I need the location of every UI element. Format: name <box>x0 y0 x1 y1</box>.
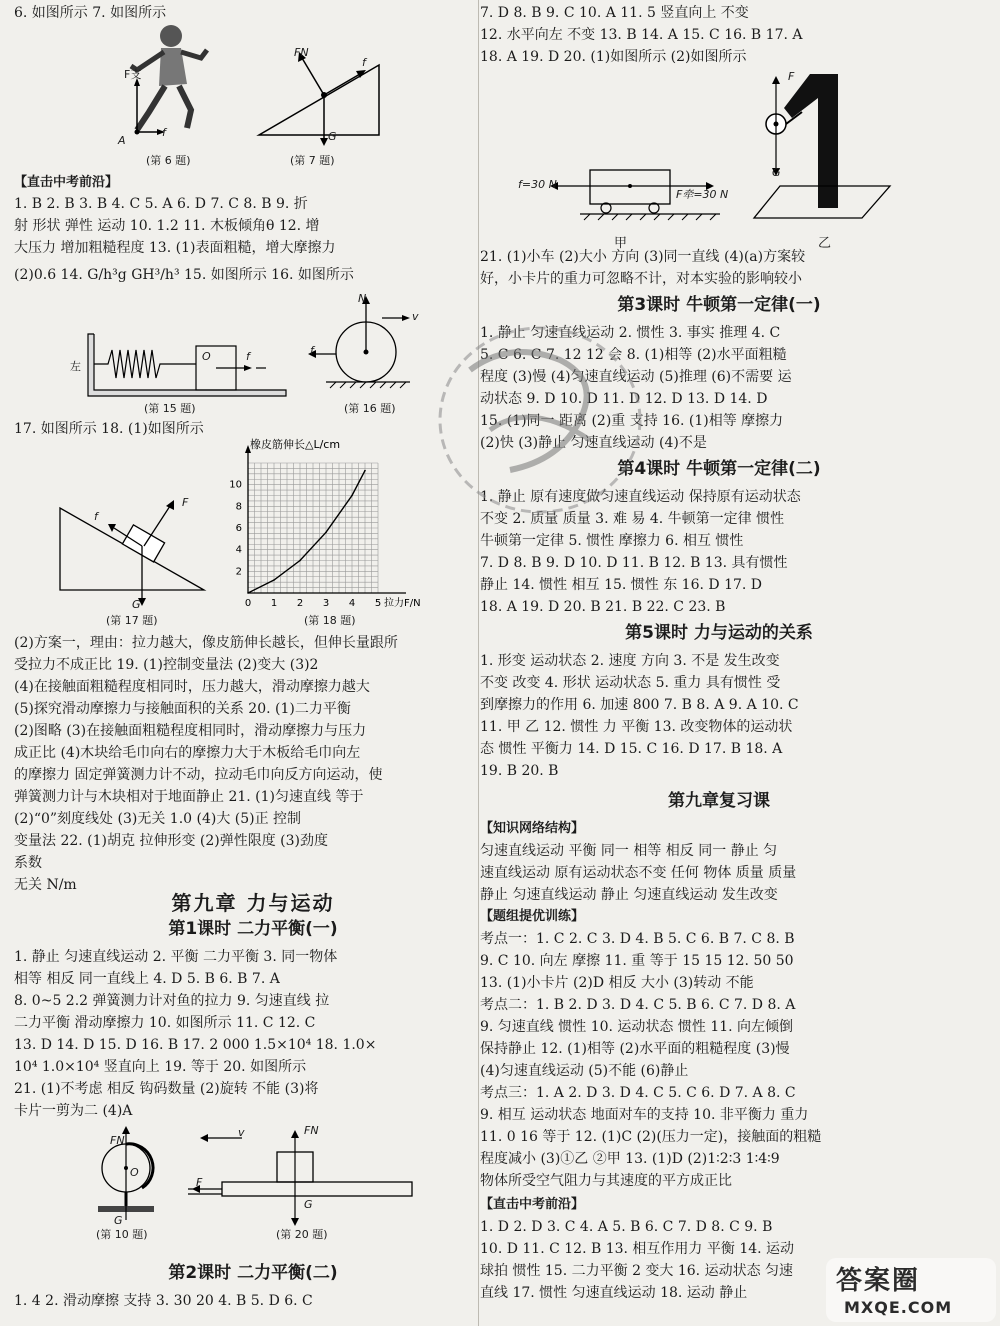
text-line: 的摩擦力 固定弹簧测力计不动，拉动毛巾向反方向运动，使 <box>14 767 383 783</box>
label-o-q10: O <box>130 1166 139 1179</box>
text-line: (5)探究滑动摩擦力与接触面积的关系 20. (1)二力平衡 <box>14 701 351 717</box>
caption-q16: (第 16 题) <box>344 402 396 415</box>
caption-q20: (第 20 题) <box>276 1228 328 1241</box>
text-line: (2)“0”刻度线处 (3)无关 1.0 (4)大 (5)正 控制 <box>14 811 302 827</box>
text-line: 21. (1)不考虑 相反 钩码数量 (2)旋转 不能 (3)将 <box>14 1081 319 1097</box>
text-line: 相等 相反 同一直线上 4. D 5. B 6. B 7. A <box>14 971 280 987</box>
text-line: 弹簧测力计与木块相对于地面静止 21. (1)匀速直线 等于 <box>14 789 364 805</box>
text-line: 13. D 14. D 15. D 16. B 17. 2 000 1.5×10⁴ 18. 1.0× <box>14 1037 377 1053</box>
label-fn-q7: FN <box>294 46 309 59</box>
x-tick-label: 2 <box>296 598 304 609</box>
text-line: 18. A 19. D 20. (1)如图所示 (2)如图所示 <box>480 49 747 65</box>
data-point <box>364 470 366 472</box>
text-line: 直线 17. 惯性 匀速直线运动 18. 运动 静止 <box>480 1285 748 1301</box>
text-line: 不变 2. 质量 质量 3. 难 易 4. 牛顿第一定律 惯性 <box>480 511 785 527</box>
y-tick-label: 8 <box>235 501 242 513</box>
label-o-q15: O <box>202 350 211 363</box>
caption-q15: (第 15 题) <box>144 402 196 415</box>
chart-q18 <box>210 438 440 613</box>
text-line: 1. 形变 运动状态 2. 速度 方向 3. 不是 发生改变 <box>480 653 780 669</box>
caption-q7: (第 7 题) <box>290 154 335 167</box>
text-line: 11. 甲 乙 12. 惯性 力 平衡 13. 改变物体的运动状 <box>480 719 793 735</box>
text-line: 10⁴ 1.0×10⁴ 竖直向上 19. 等于 20. 如图所示 <box>14 1059 307 1075</box>
text-line: 物体所受空气阻力与其速度的平方成正比 <box>480 1173 732 1189</box>
text-line: 速直线运动 原有运动状态不变 任何 物体 质量 质量 <box>480 865 797 881</box>
chapter-title: 第九章 力与运动 <box>171 891 335 915</box>
text-line: 1. 4 2. 滑动摩擦 支持 3. 30 20 4. B 5. D 6. C <box>14 1293 313 1309</box>
text-line: 匀速直线运动 平衡 同一 相等 相反 同一 静止 匀 <box>480 843 778 859</box>
y-axis-label: 橡皮筋伸长△L/cm <box>250 438 341 451</box>
label-big-f-q20: F <box>196 1176 203 1189</box>
text-line: 7. D 8. B 9. D 10. D 11. B 12. B 13. 具有惯性 <box>480 555 788 571</box>
site-watermark <box>822 1254 1000 1326</box>
text-line: 21. (1)小车 (2)大小 方向 (3)同一直线 (4)(a)方案较 <box>480 249 806 265</box>
text-line: 12. 水平向左 不变 13. B 14. A 15. C 16. B 17. A <box>480 27 803 43</box>
text-line: 19. B 20. B <box>480 763 559 779</box>
lesson-title: 第3课时 牛顿第一定律(一) <box>617 295 821 315</box>
label-g-q7: G <box>328 130 337 143</box>
label-a: A <box>118 134 126 147</box>
data-point <box>247 592 249 594</box>
label-f30: f=30 N <box>518 178 557 191</box>
text-line: 9. 匀速直线 惯性 10. 运动状态 惯性 11. 向左倾倒 <box>480 1019 794 1035</box>
text-line: 8. 0~5 2.2 弹簧测力计对鱼的拉力 9. 匀速直线 拉 <box>14 993 330 1009</box>
label-fq30: F牵=30 N <box>676 188 729 201</box>
text-line: 考点三：1. A 2. D 3. D 4. C 5. C 6. D 7. A 8. C <box>480 1085 796 1101</box>
text-line: 变量法 22. (1)胡克 拉伸形变 (2)弹性限度 (3)劲度 <box>14 833 329 849</box>
label-f-q16: f <box>310 344 314 357</box>
text-line: 牛顿第一定律 5. 惯性 摩擦力 6. 相互 惯性 <box>480 533 744 549</box>
data-point <box>299 560 301 562</box>
watermark-title: 答案圈 <box>836 1266 921 1296</box>
y-tick-label: 6 <box>235 523 242 534</box>
section-tag: 【知识网络结构】 <box>480 821 585 836</box>
y-tick-label: 10 <box>229 479 242 491</box>
text-line: 6. 如图所示 7. 如图所示 <box>14 5 167 21</box>
text-line: 程度 (3)慢 (4)匀速直线运动 (5)推理 (6)不需要 运 <box>480 369 792 385</box>
label-g-q10: G <box>114 1214 123 1227</box>
data-point <box>325 532 327 534</box>
label-f-support: F支 <box>124 68 142 81</box>
label-f-yi: F <box>788 70 795 83</box>
text-line: 13. (1)小卡片 (2)D 相反 大小 (3)转动 不能 <box>480 975 754 991</box>
text-line: 好，小卡片的重力可忽略不计，对本实验的影响较小 <box>480 271 802 287</box>
text-line: 18. A 19. D 20. B 21. B 22. C 23. B <box>480 599 726 615</box>
ball-figure-q16 <box>306 292 426 400</box>
x-tick-label: 1 <box>270 598 278 609</box>
wedge-figure-q17 <box>54 500 216 610</box>
text-line: 1. B 2. B 3. B 4. C 5. A 6. D 7. C 8. B 9. 折 <box>14 196 308 212</box>
text-line: 9. 相互 运动状态 地面对车的支持 10. 非平衡力 重力 <box>480 1107 809 1123</box>
left-column <box>14 0 492 1326</box>
text-line: 10. D 11. C 12. B 13. 相互作用力 平衡 14. 运动 <box>480 1241 795 1257</box>
text-line: 二力平衡 滑动摩擦力 10. 如图所示 11. C 12. C <box>14 1015 316 1031</box>
text-line: 15. (1)同一 距离 (2)重 支持 16. (1)相等 摩擦力 <box>480 413 784 429</box>
label-left: 左 <box>70 360 81 373</box>
label-big-f-q17: F <box>182 496 189 509</box>
text-line: 1. 静止 匀速直线运动 2. 惯性 3. 事实 推理 4. C <box>480 325 781 341</box>
text-line: 系数 <box>14 855 42 871</box>
text-line: 1. 静止 匀速直线运动 2. 平衡 二力平衡 3. 同一物体 <box>14 949 338 965</box>
text-line: 程度减小 (3)①乙 ②甲 13. (1)D (2)1∶2∶3 1∶4∶9 <box>480 1151 780 1167</box>
faint-stamp-logo <box>430 310 660 530</box>
text-line: (2)快 (3)静止 匀速直线运动 (4)不是 <box>480 435 707 451</box>
caption-q17: (第 17 题) <box>106 614 158 627</box>
lesson-title: 第1课时 二力平衡(一) <box>168 919 338 939</box>
label-f-q17: f <box>94 510 98 523</box>
text-line: 无关 N/m <box>14 877 77 893</box>
text-line: 1. 静止 原有速度做匀速直线运动 保持原有运动状态 <box>480 489 801 505</box>
y-tick-label: 2 <box>235 566 242 578</box>
text-line: 11. 0 16 等于 12. (1)C (2)(压力一定)，接触面的粗糙 <box>480 1129 822 1145</box>
text-line: (2)图略 (3)在接触面粗糙程度相同时，滑动摩擦力与压力 <box>14 723 367 739</box>
watermark-url: MXQE.COM <box>844 1298 953 1317</box>
review-title: 第九章复习课 <box>668 791 770 811</box>
text-line: 静止 14. 惯性 相互 15. 惯性 东 16. D 17. D <box>480 577 763 593</box>
label-g-yi: G <box>772 166 781 179</box>
x-tick-label: 3 <box>322 598 330 609</box>
label-fn-q10: FN <box>110 1134 125 1147</box>
text-line: 5. C 6. C 7. 12 12 会 8. (1)相等 (2)水平面粗糙 <box>480 347 787 363</box>
text-line: 大压力 增加粗糙程度 13. (1)表面粗糙，增大摩擦力 <box>14 240 336 256</box>
incline-figure-q7 <box>254 40 389 150</box>
lesson-title: 第5课时 力与运动的关系 <box>625 623 813 643</box>
text-line: 静止 匀速直线运动 静止 匀速直线运动 发生改变 <box>480 887 778 903</box>
section-tag: 【题组提优训练】 <box>480 909 585 924</box>
label-f: f <box>162 126 166 139</box>
y-tick-label: 4 <box>235 544 242 556</box>
text-line: 1. D 2. D 3. C 4. A 5. B 6. C 7. D 8. C 9. B <box>480 1219 773 1235</box>
text-line: 到摩擦力的作用 6. 加速 800 7. B 8. A 9. A 10. C <box>480 697 799 713</box>
right-column <box>480 0 958 1326</box>
text-line: 17. 如图所示 18. (1)如图所示 <box>14 421 204 437</box>
caption-q18: (第 18 题) <box>304 614 356 627</box>
runner-figure-q6 <box>109 22 249 154</box>
x-tick-label: 0 <box>244 598 252 609</box>
data-point <box>273 579 275 581</box>
x-tick-label: 5 <box>374 598 382 609</box>
caption-jia: 甲 <box>614 236 628 251</box>
text-line: (4)匀速直线运动 (5)不能 (6)静止 <box>480 1063 689 1079</box>
text-line: 态 惯性 平衡力 14. D 15. C 16. D 17. B 18. A <box>480 741 783 757</box>
label-f-q15: f <box>246 350 250 363</box>
x-tick-label: 4 <box>348 598 356 609</box>
text-line: 球拍 惯性 15. 二力平衡 2 变大 16. 运动状态 匀速 <box>480 1263 794 1279</box>
label-v-q16: v <box>412 310 419 323</box>
text-line: 动状态 9. D 10. D 11. D 12. D 13. D 14. D <box>480 391 768 407</box>
label-n: N <box>358 292 367 305</box>
text-line: 考点一：1. C 2. C 3. D 4. B 5. C 6. B 7. C 8. B <box>480 931 795 947</box>
label-g-q20: G <box>304 1198 313 1211</box>
caption-q10: (第 10 题) <box>96 1228 148 1241</box>
text-line: (2)方案一，理由：拉力越大，像皮筋伸长越长，但伸长量跟所 <box>14 635 398 651</box>
text-line: (2)0.6 14. G/h³g GH³/h³ 15. 如图所示 16. 如图所示 <box>14 267 354 283</box>
label-v-q20: v <box>238 1126 245 1139</box>
text-line: 考点二：1. B 2. D 3. D 4. C 5. B 6. C 7. D 8. A <box>480 997 796 1013</box>
text-line: 受拉力不成正比 19. (1)控制变量法 (2)变大 (3)2 <box>14 657 319 673</box>
label-f-q7: f <box>362 56 366 69</box>
caption-q6: (第 6 题) <box>146 154 191 167</box>
text-line: 不变 改变 4. 形状 运动状态 5. 重力 具有惯性 受 <box>480 675 781 691</box>
text-line: 成正比 (4)木块给毛巾向右的摩擦力大于木板给毛巾向左 <box>14 745 361 761</box>
caption-yi: 乙 <box>818 236 832 251</box>
sphere-stand-figure-q10 <box>86 1124 166 1224</box>
lesson-title: 第2课时 二力平衡(二) <box>168 1263 338 1283</box>
text-line: 保持静止 12. (1)相等 (2)水平面的粗糙程度 (3)慢 <box>480 1041 790 1057</box>
section-tag: 【直击中考前沿】 <box>480 1197 585 1212</box>
spring-figure-q15 <box>86 330 291 398</box>
text-line: (4)在接触面粗糙程度相同时，压力越大，滑动摩擦力越大 <box>14 679 370 695</box>
label-fn-q20: FN <box>304 1124 319 1137</box>
text-line: 9. C 10. 向左 摩擦 11. 重 等于 15 15 12. 50 50 <box>480 953 794 969</box>
block-figure-q20 <box>182 1128 422 1228</box>
text-line: 7. D 8. B 9. C 10. A 11. 5 竖直向上 不变 <box>480 5 749 21</box>
x-axis-label: 拉力F/N <box>384 598 421 609</box>
hook-figure-yi <box>750 68 900 228</box>
text-line: 射 形状 弹性 运动 10. 1.2 11. 木板倾角θ 12. 增 <box>14 218 320 234</box>
text-line: 卡片一剪为二 (4)A <box>14 1103 133 1119</box>
data-point <box>351 495 353 497</box>
label-g-q17: G <box>132 598 141 611</box>
section-tag: 【直击中考前沿】 <box>14 175 119 190</box>
lesson-title: 第4课时 牛顿第一定律(二) <box>617 459 821 479</box>
